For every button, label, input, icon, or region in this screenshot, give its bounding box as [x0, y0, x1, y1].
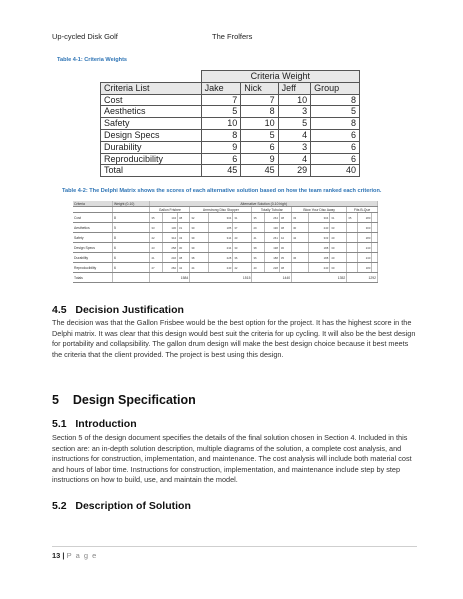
table-cell: 37 [233, 223, 252, 233]
chapter-number: 5 [52, 393, 59, 407]
table-cell: 3 [278, 141, 311, 153]
row-label: Safety [101, 118, 202, 130]
table-cell: 42 [178, 263, 190, 273]
table-row [101, 165, 360, 177]
table-cell: 33 [330, 223, 347, 233]
column-header: Alternative Solution (0-10 high) [150, 201, 378, 207]
table-cell: 258 [162, 243, 177, 253]
table-cell: 9 [201, 141, 241, 153]
table-cell: 29 [278, 165, 311, 177]
table-cell [347, 263, 358, 273]
table-cell [372, 243, 378, 253]
page-number: 13 [52, 551, 61, 560]
table-cell: 10 [201, 118, 241, 130]
table-cell: 47 [150, 263, 162, 273]
table-cell [372, 213, 378, 223]
total-cell: 1352 [292, 273, 347, 283]
table-row [101, 153, 360, 165]
table-cell [347, 223, 358, 233]
column-header: Nick [241, 82, 278, 94]
table-cell: 31 [178, 223, 190, 233]
table-cell: 8 [311, 94, 360, 106]
section-number: 5.2 [52, 500, 67, 512]
section-number: 4.5 [52, 304, 67, 316]
row-label: Safety [73, 233, 112, 243]
table-row [101, 118, 360, 130]
table-cell: 304 [309, 213, 330, 223]
table-cell: 6 [201, 153, 241, 165]
table-cell: 38 [178, 213, 190, 223]
section-heading [52, 418, 137, 430]
table-cell: 261 [264, 233, 279, 243]
table-cell: 31 [330, 213, 347, 223]
table-cell [372, 263, 378, 273]
table-cell: 40 [330, 253, 347, 263]
total-cell: 1292 [347, 273, 378, 283]
table-cell: 246 [162, 253, 177, 263]
row-label: Durability [101, 141, 202, 153]
table-cell: 41 [150, 253, 162, 263]
table-cell: 41 [252, 233, 264, 243]
table-cell: 8 [241, 106, 278, 118]
table-cell: 45 [201, 165, 241, 177]
table-row [101, 141, 360, 153]
row-label: Cost [101, 94, 202, 106]
table-cell: 5 [241, 129, 278, 141]
solution-header: Blow Your Disc Away [292, 207, 347, 213]
column-header: Group [311, 82, 360, 94]
column-header: Criteria [73, 201, 112, 207]
table-cell: 35 [150, 213, 162, 223]
table-cell: 43 [233, 233, 252, 243]
table-row [101, 94, 360, 106]
table-cell: 38 [190, 253, 209, 263]
row-label: Total [101, 165, 202, 177]
table-cell: 36 [292, 253, 309, 263]
row-label: Reproducibility [73, 263, 112, 273]
table-cell: 188 [309, 253, 330, 263]
table-cell [292, 263, 309, 273]
weight-cell: 6 [112, 243, 149, 253]
table-cell [347, 253, 358, 263]
table-cell: 280 [358, 233, 372, 243]
table-row [73, 213, 378, 223]
table-cell: 264 [264, 213, 279, 223]
running-header-left: Up-cycled Disk Golf [52, 32, 118, 41]
table-cell: 30 [330, 263, 347, 273]
table-cell: 5 [278, 118, 311, 130]
table-cell: 228 [209, 253, 233, 263]
table-cell: 280 [358, 213, 372, 223]
table-cell: 42 [292, 233, 309, 243]
weight-cell: 6 [112, 253, 149, 263]
table-cell: 30 [279, 243, 291, 253]
row-label: Cost [73, 213, 112, 223]
table-row [73, 243, 378, 253]
table-row [73, 273, 378, 283]
section-title: Decision Justification [75, 304, 184, 316]
footer-separator: | [60, 551, 67, 560]
weight-cell: 8 [112, 233, 149, 243]
table-cell: 240 [358, 243, 372, 253]
table-cell: 40 [311, 165, 360, 177]
table-cell: 344 [162, 233, 177, 243]
table-cell: 300 [358, 223, 372, 233]
table-cell: 42 [279, 233, 291, 243]
row-label: Durability [73, 253, 112, 263]
section-body: The decision was that the Gallon Frisbee would be the best option for the project. It has the highest score in the Delphi matrix. It was clear that this design would best suit the criteria for up cycling. It will also be the best design for portability and collapsibility. The gallon drum design will make the best design choice because it best meets the criteria that the client provided. The project is best using this design. [52, 318, 416, 359]
section-heading [52, 304, 184, 316]
solution-header: Armstrong Disc Stopper [190, 207, 252, 213]
section-number: 5.1 [52, 418, 67, 430]
table-cell: 39 [190, 233, 209, 243]
table-cell: 188 [309, 243, 330, 253]
table-cell: 40 [330, 233, 347, 243]
table-cell: 240 [309, 223, 330, 233]
footer-divider [52, 546, 417, 547]
total-cell: 1440 [252, 273, 292, 283]
solution-header: Totally Tubular [252, 207, 292, 213]
page-footer [52, 551, 97, 560]
table-cell: 43 [178, 233, 190, 243]
table-cell: 30 [190, 223, 209, 233]
table-cell: 130 [162, 223, 177, 233]
table-cell: 38 [279, 263, 291, 273]
table-cell: 9 [241, 153, 278, 165]
table-cell: 44 [190, 263, 209, 273]
table-cell: 35 [252, 213, 264, 223]
table-cell: 4 [278, 153, 311, 165]
table-cell: 45 [241, 165, 278, 177]
table-cell: 33 [233, 243, 252, 253]
row-label: Design Specs [101, 129, 202, 141]
table-cell: 42 [233, 263, 252, 273]
totals-label: Totals [73, 273, 112, 283]
table-row [73, 223, 378, 233]
table-cell: 8 [201, 129, 241, 141]
column-header: Jeff [278, 82, 311, 94]
table-row [73, 253, 378, 263]
table-cell: 240 [309, 263, 330, 273]
table-cell-blank [101, 71, 202, 83]
delphi-matrix [73, 201, 378, 289]
table-cell: 30 [292, 223, 309, 233]
table-cell [347, 243, 358, 253]
table-cell: 32 [190, 213, 209, 223]
table-cell: 198 [264, 243, 279, 253]
table-cell: 5 [201, 106, 241, 118]
table-cell [372, 223, 378, 233]
table-cell: 6 [241, 141, 278, 153]
section-title: Introduction [75, 418, 137, 430]
table-cell: 7 [241, 94, 278, 106]
column-header: Jake [201, 82, 241, 94]
row-label: Design Specs [73, 243, 112, 253]
row-label: Aesthetics [101, 106, 202, 118]
table-cell: 38 [279, 223, 291, 233]
column-header: Criteria List [101, 82, 202, 94]
table-cell: 7 [201, 94, 241, 106]
running-header-right: The Frolfers [212, 32, 253, 41]
table-cell: 42 [150, 233, 162, 243]
table-cell: 29 [252, 223, 264, 233]
table-cell: 38 [252, 243, 264, 253]
table-cell: 228 [264, 263, 279, 273]
table-row [101, 82, 360, 94]
table-cell: 6 [311, 129, 360, 141]
table-cell: 180 [358, 263, 372, 273]
row-label: Reproducibility [101, 153, 202, 165]
table-cell: 43 [150, 243, 162, 253]
table-cell: 304 [209, 213, 233, 223]
section-body: Section 5 of the design document specifies the details of the final solution chosen in Section 4. Included in this section are: an in-depth solution description, multiple diagrams of the solution, a complete cost analysis, and instructions for construction, implementation, and maintenance. The cost analysis will include both material cost and hours of labor time. Instructions for construction, implementation, and maintenance include step by step instructions on how to build, use, and maintain the model. [52, 433, 412, 485]
table-cell: 39 [190, 243, 209, 253]
table-row [101, 106, 360, 118]
table-cell: 40 [252, 263, 264, 273]
solution-header: Fits B-Que [347, 207, 378, 213]
table-cell: 35 [347, 213, 358, 223]
table-cell: 3 [278, 106, 311, 118]
section-title: Description of Solution [75, 500, 191, 512]
page-label: P a g e [66, 551, 98, 560]
table-cell: 36 [252, 253, 264, 263]
weight-cell: 6 [112, 263, 149, 273]
table-cell: 30 [178, 243, 190, 253]
table-cell [292, 243, 309, 253]
table-row [73, 233, 378, 243]
table-cell: 185 [209, 223, 233, 233]
table-cell: 234 [209, 243, 233, 253]
table-cell [372, 233, 378, 243]
table-cell: 333 [309, 233, 330, 243]
table-cell: 38 [178, 253, 190, 263]
table2-caption: Table 4-2: The Delphi Matrix shows the scores of each alternative solution based on how the team ranked each criterion. [62, 188, 382, 194]
table-cell: 35 [279, 253, 291, 263]
table-cell: 282 [162, 263, 177, 273]
table-cell: 240 [209, 263, 233, 273]
table-cell: 33 [292, 213, 309, 223]
table-cell [347, 233, 358, 243]
table-cell: 344 [209, 233, 233, 243]
delphi-matrix-table [73, 201, 378, 283]
column-header: Weight (0-10) [112, 201, 149, 207]
table-cell: 188 [264, 253, 279, 263]
chapter-heading [52, 393, 196, 407]
solution-header: Gallon Frisbee [150, 207, 190, 213]
criteria-weights-table [100, 70, 360, 177]
table-cell: 5 [311, 106, 360, 118]
weight-cell: 8 [112, 213, 149, 223]
chapter-title: Design Specification [72, 393, 196, 407]
table-cell: 10 [241, 118, 278, 130]
table-row [101, 71, 360, 83]
table-cell: 38 [279, 213, 291, 223]
table-cell: 6 [311, 153, 360, 165]
table-cell: 6 [311, 141, 360, 153]
group-header: Criteria Weight [201, 71, 359, 83]
table1-caption: Table 4-1: Criteria Weights [57, 57, 128, 63]
table-cell [372, 253, 378, 263]
table-cell: 30 [330, 243, 347, 253]
total-cell: 1584 [150, 273, 190, 283]
section-heading [52, 500, 191, 512]
table-cell-blank [112, 273, 149, 283]
table-cell: 104 [162, 213, 177, 223]
table-row [101, 129, 360, 141]
table-cell: 190 [264, 223, 279, 233]
table-cell: 10 [278, 94, 311, 106]
weight-cell: 5 [112, 223, 149, 233]
total-cell: 1515 [190, 273, 252, 283]
table-cell: 31 [233, 213, 252, 223]
table-cell: 4 [278, 129, 311, 141]
table-cell: 33 [150, 223, 162, 233]
table-cell: 36 [233, 253, 252, 263]
row-label: Aesthetics [73, 223, 112, 233]
table-cell: 8 [311, 118, 360, 130]
table-row [73, 263, 378, 273]
table-cell: 240 [358, 253, 372, 263]
